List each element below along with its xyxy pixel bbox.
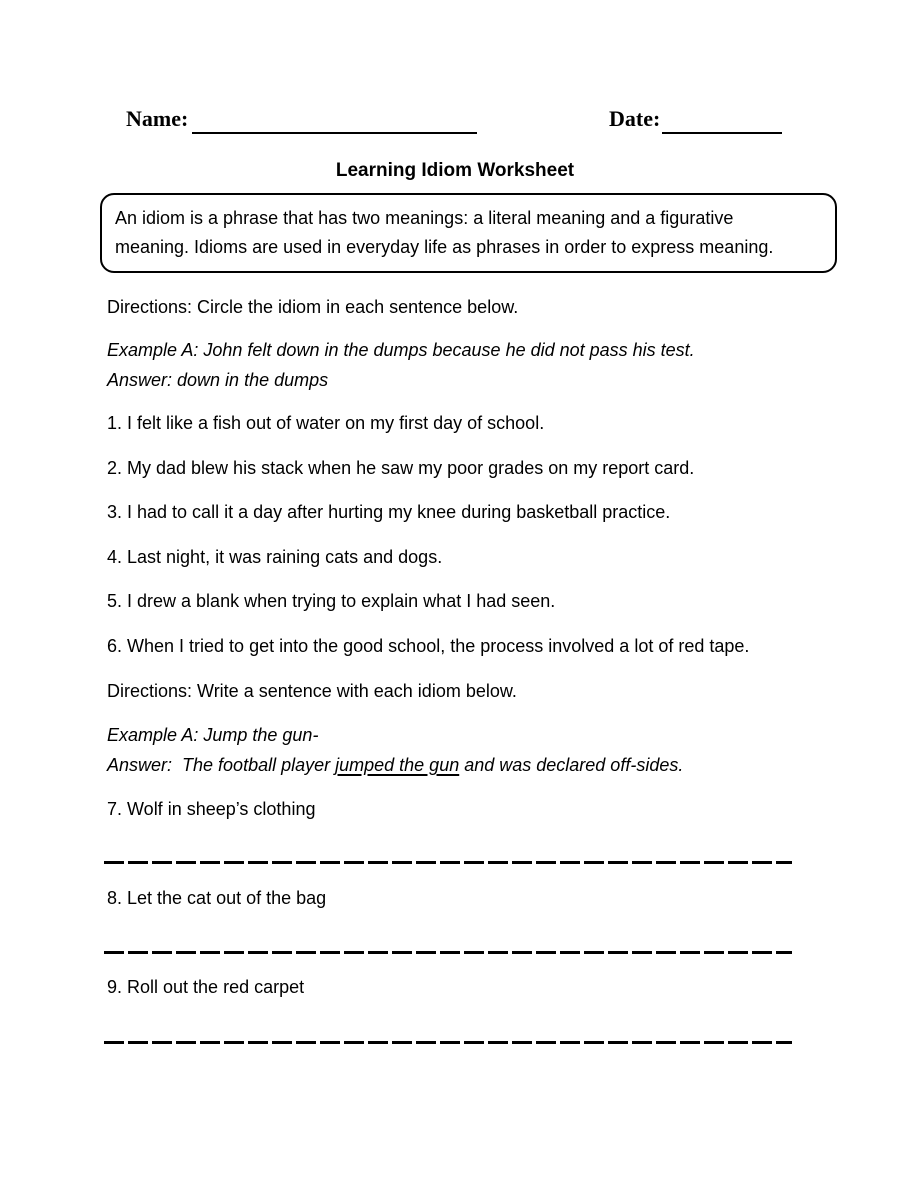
section2-directions: Directions: Write a sentence with each idiom below. bbox=[107, 681, 517, 701]
sentence-item: 4. Last night, it was raining cats and dogs. bbox=[107, 547, 443, 567]
example-b-answer-suffix: and was declared off-sides. bbox=[459, 755, 684, 775]
definition-text-line1: An idiom is a phrase that has two meanings: a literal meaning and a figurative bbox=[115, 208, 734, 228]
sentence-item: 3. I had to call it a day after hurting my knee during basketball practice. bbox=[107, 502, 671, 522]
example-a-answer: Answer: down in the dumps bbox=[107, 370, 329, 390]
idiom-prompt: 9. Roll out the red carpet bbox=[107, 977, 305, 997]
answer-blank-line bbox=[104, 1041, 792, 1044]
sentence-item: 5. I drew a blank when trying to explain what I had seen. bbox=[107, 591, 556, 611]
section1-directions: Directions: Circle the idiom in each sentence below. bbox=[107, 297, 519, 317]
example-b-answer-prefix: Answer: The football player bbox=[107, 755, 336, 775]
example-a-sentence: Example A: John felt down in the dumps because he did not pass his test. bbox=[107, 340, 695, 360]
sentence-item: 1. I felt like a fish out of water on my first day of school. bbox=[107, 413, 545, 433]
date-label: Date: bbox=[609, 106, 661, 131]
name-blank-line bbox=[192, 132, 477, 134]
definition-text-line2: meaning. Idioms are used in everyday life as phrases in order to express meaning. bbox=[115, 237, 774, 257]
example-b-answer-underlined-idiom: jumped the gun bbox=[335, 755, 460, 775]
idiom-prompt: 8. Let the cat out of the bag bbox=[107, 888, 327, 908]
idiom-prompt: 7. Wolf in sheep’s clothing bbox=[107, 799, 316, 819]
date-blank-line bbox=[662, 132, 782, 134]
answer-blank-line bbox=[104, 951, 792, 954]
definition-box bbox=[100, 193, 837, 273]
sentence-item: 6. When I tried to get into the good school, the process involved a lot of red tape. bbox=[107, 636, 750, 656]
example-b-prompt: Example A: Jump the gun- bbox=[107, 725, 319, 745]
name-label: Name: bbox=[126, 106, 189, 131]
example-b-answer bbox=[107, 754, 683, 776]
answer-blank-line bbox=[104, 861, 792, 864]
worksheet-title: Learning Idiom Worksheet bbox=[335, 160, 575, 181]
sentence-item: 2. My dad blew his stack when he saw my poor grades on my report card. bbox=[107, 458, 695, 478]
